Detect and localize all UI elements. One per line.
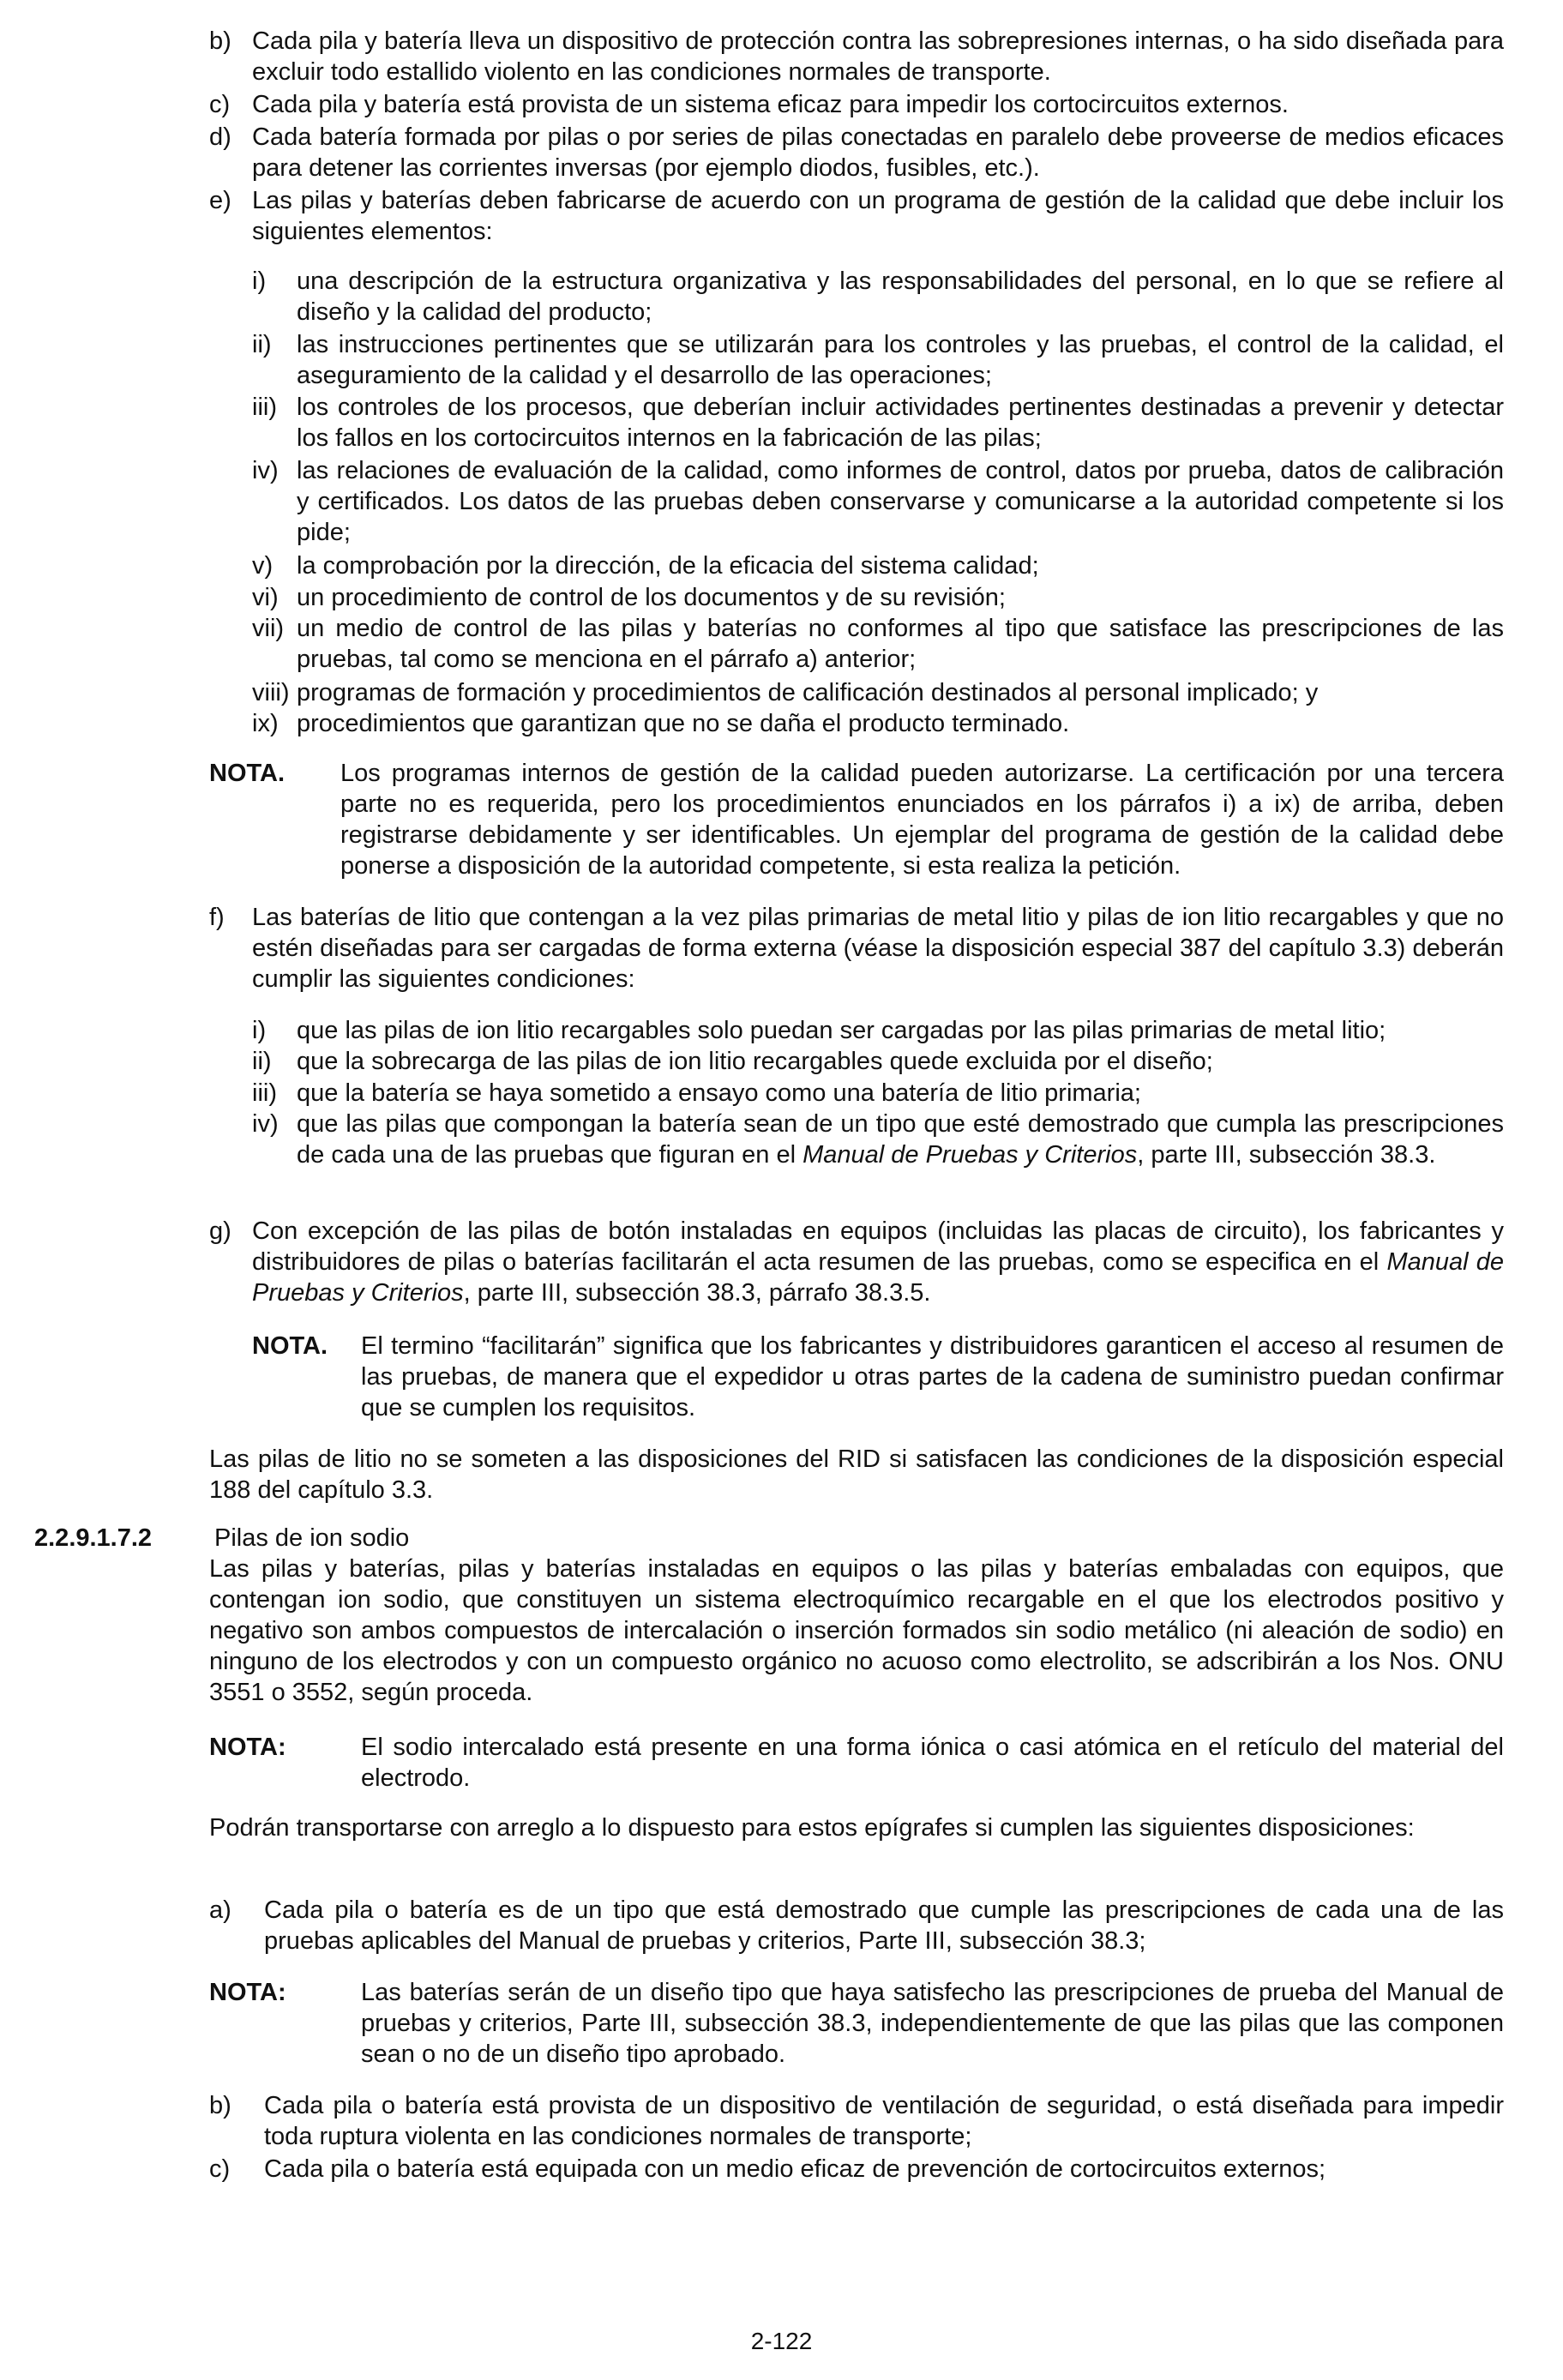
item-label: a)	[209, 1896, 231, 1924]
item-label: iii)	[252, 1079, 277, 1107]
list-item-a-sodio	[209, 1895, 1504, 1956]
note-label: NOTA:	[209, 1734, 286, 1761]
note-text: El termino “facilitarán” significa que los fabricantes y distribuidores garanticen el acceso al resumen de las pruebas, de manera que el expedidor u otras partes de la cadena de suministro puedan confirmar que se cumplen los requisitos.	[361, 1332, 1504, 1421]
sub-item-vii	[252, 613, 1504, 675]
item-label: c)	[209, 2155, 231, 2183]
item-label: i)	[252, 1017, 267, 1044]
item-text: Las pilas y baterías deben fabricarse de acuerdo con un programa de gestión de la calidad que debe incluir los siguientes elementos:	[252, 187, 1504, 245]
item-text: las relaciones de evaluación de la calidad, como informes de control, datos por prueba, datos de calibración y certificados. Los datos de las pruebas deben conservarse y comunicarse a la autoridad competente si los pide;	[297, 457, 1504, 546]
item-label: c)	[209, 91, 231, 118]
item-text: programas de formación y procedimientos de calificación destinados al personal implicado; y	[297, 679, 1319, 706]
item-text: Cada pila o batería está equipada con un medio eficaz de prevención de cortocircuitos externos;	[264, 2155, 1326, 2183]
item-label: ii)	[252, 1048, 272, 1075]
item-text: un procedimiento de control de los documentos y de su revisión;	[297, 584, 1006, 611]
list-item-b	[209, 26, 1504, 87]
text-run: , parte III, subsección 38.3, párrafo 38.3.5.	[463, 1279, 931, 1307]
item-text: que las pilas de ion litio recargables solo puedan ser cargadas por las pilas primarias de metal litio;	[297, 1017, 1386, 1044]
note-label: NOTA.	[252, 1332, 328, 1360]
item-text: Cada pila y batería lleva un dispositivo de protección contra las sobrepresiones internas, o ha sido diseñada para excluir todo estallido violento en las condiciones normales de transporte.	[252, 27, 1504, 86]
list-item-e	[209, 185, 1504, 247]
note-text: El sodio intercalado está presente en una forma iónica o casi atómica en el retículo del material del electrodo.	[361, 1734, 1504, 1792]
paragraph-ion-sodio: Las pilas y baterías, pilas y baterías instaladas en equipos o las pilas y baterías embaladas con equipos, que contengan ion sodio, que constituyen un sistema electroquímico recargable en el que los electrodos positivo y negativo son ambos compuestos de intercalación o inserción formados sin sodio metálico (ni aleación de sodio) en ninguno de los electrodos y con un compuesto orgánico no acuoso como electrolito, se adscribirán a los Nos. ONU 3551 o 3552, según proceda.	[209, 1555, 1504, 1706]
item-label: iv)	[252, 457, 279, 484]
item-text	[252, 1216, 1504, 1308]
sub-item-iii	[252, 392, 1504, 454]
sub-item-ix	[252, 708, 1504, 739]
sub-item-f-iii	[252, 1078, 1504, 1109]
item-text: Las baterías de litio que contengan a la vez pilas primarias de metal litio y pilas de ion litio recargables y que no estén diseñadas para ser cargadas de forma externa (véase la disposición especial 387 del capítulo 3.3) deberán cumplir las siguientes condiciones:	[252, 904, 1504, 993]
item-label: b)	[209, 27, 231, 55]
list-item-b-sodio	[209, 2090, 1504, 2152]
item-label: ix)	[252, 710, 279, 737]
item-label: d)	[209, 123, 231, 151]
item-text: un medio de control de las pilas y baterías no conformes al tipo que satisface las prescripciones de las pruebas, tal como se menciona en el párrafo a) anterior;	[297, 615, 1504, 673]
note-facilitaran	[252, 1331, 1504, 1423]
item-label: vii)	[252, 615, 285, 642]
page-number: 2-122	[750, 2328, 813, 2354]
manual-title: Manual de Pruebas y Criterios	[803, 1141, 1138, 1169]
item-text: Cada batería formada por pilas o por series de pilas conectadas en paralelo debe proveerse de medios eficaces para detener las corrientes inversas (por ejemplo diodos, fusibles, etc.).	[252, 123, 1504, 182]
text-run: , parte III, subsección 38.3.	[1137, 1141, 1436, 1169]
section-number: 2.2.9.1.7.2	[34, 1524, 153, 1552]
item-text: procedimientos que garantizan que no se daña el producto terminado.	[297, 710, 1070, 737]
item-label: viii)	[252, 679, 290, 706]
paragraph-transport: Podrán transportarse con arreglo a lo dispuesto para estos epígrafes si cumplen las siguientes disposiciones:	[209, 1814, 1415, 1842]
list-item-c	[209, 89, 1504, 120]
note-design-type	[209, 1977, 1504, 2070]
item-label: e)	[209, 187, 231, 214]
item-text: una descripción de la estructura organizativa y las responsabilidades del personal, en lo que se refiere al diseño y la calidad del producto;	[297, 267, 1504, 326]
item-label: vi)	[252, 584, 279, 611]
note-label: NOTA.	[209, 760, 286, 787]
item-text: Cada pila y batería está provista de un sistema eficaz para impedir los cortocircuitos externos.	[252, 91, 1289, 118]
note-text: Los programas internos de gestión de la calidad pueden autorizarse. La certificación por una tercera parte no es requerida, pero los procedimientos enunciados en los párrafos i) a ix) de arriba, deben registrarse debidamente y ser identificables. Un ejemplar del programa de gestión de la calidad debe ponerse a disposición de la autoridad competente, si esta realiza la petición.	[340, 760, 1504, 880]
list-item-d	[209, 122, 1504, 183]
note-quality-programs	[209, 758, 1504, 881]
item-label: ii)	[252, 331, 272, 358]
paragraph-rid: Las pilas de litio no se someten a las disposiciones del RID si satisfacen las condiciones de la disposición especial 188 del capítulo 3.3.	[209, 1445, 1504, 1504]
item-text: Cada pila o batería está provista de un dispositivo de ventilación de seguridad, o está diseñada para impedir toda ruptura violenta en las condiciones normales de transporte;	[264, 2092, 1504, 2150]
sub-item-vi	[252, 582, 1504, 613]
text-run: Con excepción de las pilas de botón instaladas en equipos (incluidas las placas de circuito), los fabricantes y distribuidores de pilas o baterías facilitarán el acta resumen de las pruebas, como se especifica en el	[252, 1217, 1504, 1276]
sub-item-v	[252, 550, 1504, 581]
item-text: que la sobrecarga de las pilas de ion litio recargables quede excluida por el diseño;	[297, 1048, 1213, 1075]
note-sodio-intercalado	[209, 1732, 1504, 1794]
list-item-c-sodio	[209, 2154, 1504, 2185]
sub-item-f-i	[252, 1015, 1504, 1046]
item-text: los controles de los procesos, que deberían incluir actividades pertinentes destinadas a prevenir y detectar los fallos en los cortocircuitos internos en la fabricación de las pilas;	[297, 394, 1504, 452]
manual-title: Manual de Pruebas y Criterios	[252, 1248, 1505, 1307]
sub-item-ii	[252, 329, 1504, 391]
sub-item-f-ii	[252, 1046, 1504, 1077]
item-label: v)	[252, 552, 274, 580]
item-label: f)	[209, 904, 225, 931]
sub-item-viii	[252, 677, 1504, 708]
item-text: que la batería se haya sometido a ensayo como una batería de litio primaria;	[297, 1079, 1141, 1107]
sub-item-f-iv	[252, 1109, 1504, 1170]
note-text: Las baterías serán de un diseño tipo que haya satisfecho las prescripciones de prueba del Manual de pruebas y criterios, Parte III, subsección 38.3, independientemente de que las pilas que las componen sean o no de un diseño tipo aprobado.	[361, 1979, 1504, 2068]
list-item-f	[209, 902, 1504, 995]
item-text	[297, 1109, 1504, 1170]
item-label: iii)	[252, 394, 277, 421]
note-label: NOTA:	[209, 1979, 286, 2006]
item-label: iv)	[252, 1110, 279, 1138]
item-text: Cada pila o batería es de un tipo que está demostrado que cumple las prescripciones de cada una de las pruebas aplicables del Manual de pruebas y criterios, Parte III, subsección 38.3;	[264, 1896, 1504, 1955]
item-label: i)	[252, 267, 267, 295]
text-run: que las pilas que compongan la batería sean de un tipo que esté demostrado que cumpla las prescripciones de cada una de las pruebas que figuran en el	[297, 1110, 1504, 1169]
item-label: g)	[209, 1217, 231, 1245]
list-item-g	[209, 1216, 1504, 1308]
sub-item-i	[252, 266, 1504, 328]
item-text: las instrucciones pertinentes que se utilizarán para los controles y las pruebas, el control de la calidad, el aseguramiento de la calidad y el desarrollo de las operaciones;	[297, 331, 1504, 389]
section-title: Pilas de ion sodio	[214, 1524, 410, 1552]
item-text: la comprobación por la dirección, de la eficacia del sistema calidad;	[297, 552, 1039, 580]
sub-item-iv	[252, 455, 1504, 548]
item-label: b)	[209, 2092, 231, 2119]
